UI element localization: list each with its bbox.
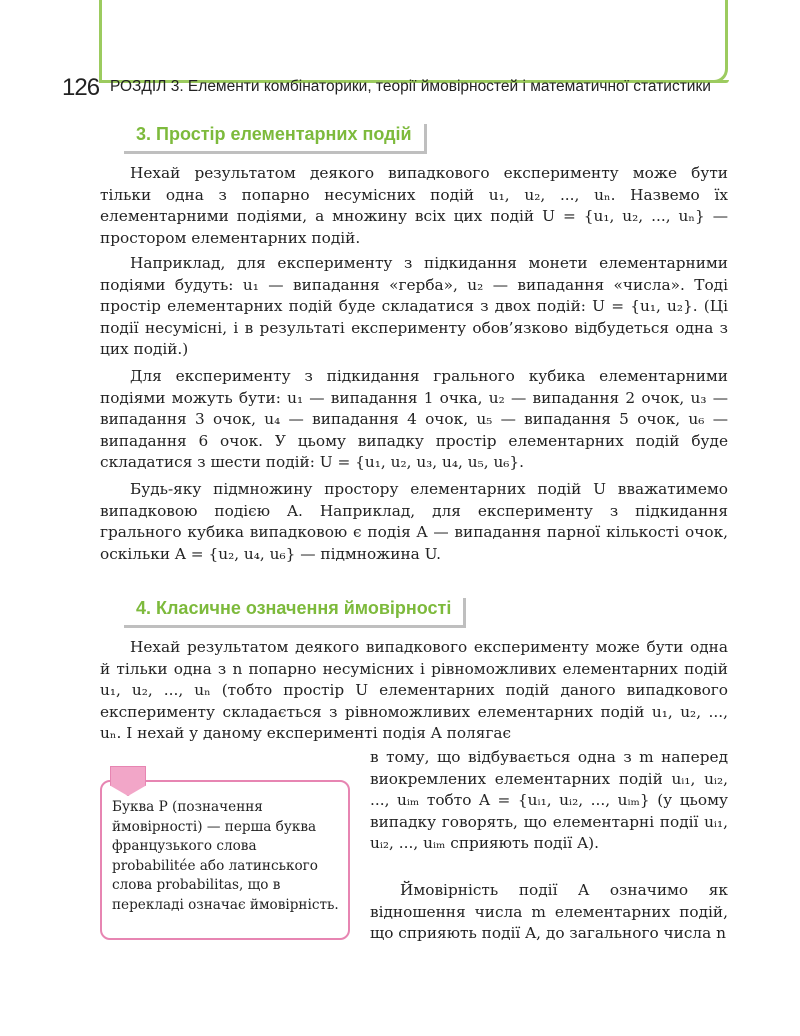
section-4-heading: 4. Класичне означення ймовірності	[124, 598, 466, 628]
margin-note-text: Буква P (позначення ймовірності) — перша буква французького слова probabilitée або латинського слова probabilitas, що в перекладі означає ймовірність.	[112, 799, 339, 913]
section-4-paragraph-1-continued: в тому, що відбувається одна з m наперед виокремлених елементарних подій uᵢ₁, uᵢ₂, ..., uᵢₘ тобто A = {uᵢ₁, uᵢ₂, ..., uᵢₘ} (у цьому випадку говорять, що елементарні події uᵢ₁, uᵢ₂, ..., uᵢₘ сприяють події A).	[370, 748, 728, 852]
section-3-heading: 3. Простір елементарних подій	[124, 124, 427, 154]
section-3-paragraph-3: Для експерименту з підкидання грального кубика елементарними подіями можуть бути: u₁ — випадання 1 очка, u₂ — випадання 2 очок, u₃ — випадання 3 очок, u₄ — випадання 4 очок, u₅ — випадання 5 очок, u₆ — випадання 6 очок. У цьому випадку простір елементарних подій буде складатися з шести подій: U = {u₁, u₂, u₃, u₄, u₅, u₆}.	[100, 367, 728, 471]
bookmark-icon	[110, 766, 146, 796]
running-head: РОЗДІЛ 3. Елементи комбінаторики, теорії ймовірностей і математичної статистики	[110, 78, 711, 95]
section-3-paragraph-4: Будь-яку підмножину простору елементарних подій U вважатимемо випадковою подією A. Наприклад, для експерименту з підкидання грального кубика випадковою є подія A — випадання парної кількості очок, оскільки A = {u₂, u₄, u₆} — підмножина U.	[100, 480, 728, 563]
section-4-paragraph-2: Ймовірність події A означимо як відношення числа m елементарних подій, що сприяють події A, до загального числа n	[370, 881, 728, 942]
page-frame-corner	[714, 0, 728, 83]
section-4-paragraph-1: Нехай результатом деякого випадкового експерименту може бути одна й тільки одна з n попарно несумісних і рівноможливих елементарних подій u₁, u₂, ..., uₙ (тобто простір U елементарних подій даного випадкового експерименту складається з рівноможливих елементарних подій u₁, u₂, ..., uₙ. І нехай у даному експерименті подія A полягає	[100, 638, 728, 742]
section-3-paragraph-1: Нехай результатом деякого випадкового експерименту може бути тільки одна з попарно несумісних подій u₁, u₂, ..., uₙ. Назвемо їх елементарними подіями, а множину всіх цих подій U = {u₁, u₂, ..., uₙ} — простором елементарних подій.	[100, 164, 728, 247]
margin-note	[100, 780, 350, 940]
page-frame-vertical	[99, 0, 102, 82]
page-number: 126	[62, 74, 100, 101]
section-3-paragraph-2: Наприклад, для експерименту з підкидання монети елементарними подіями будуть: u₁ — випадання «герба», u₂ — випадання «числа». Тоді простір елементарних подій буде складатися з двох подій: U = {u₁, u₂}. (Ці події несумісні, і в результаті експерименту обов’язково відбудеться одна з цих подій.)	[100, 254, 728, 358]
